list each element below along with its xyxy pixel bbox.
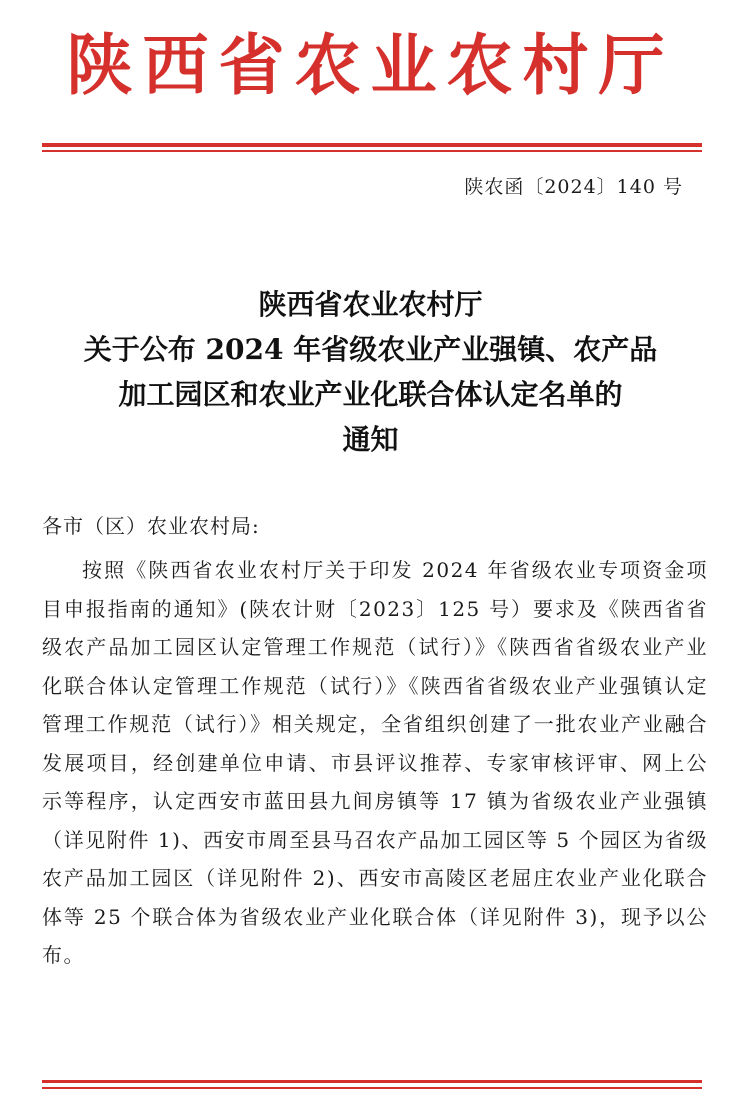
document-title: [30, 282, 711, 462]
footer-rule-thick: [42, 1080, 702, 1083]
footer-rule-thin: [42, 1087, 702, 1089]
org-header-title: 陕西省农业农村厅: [66, 26, 675, 104]
title-line: 加工园区和农业产业化联合体认定名单的: [118, 378, 623, 411]
title-line: 通知: [342, 423, 399, 456]
header-rule-thin: [42, 150, 702, 152]
header-rule-thick: [42, 143, 702, 147]
salutation: 各市（区）农业农村局:: [42, 514, 260, 538]
document-number: 陕农函〔2024〕140 号: [464, 176, 683, 198]
title-line: 陕西省农业农村厅: [258, 288, 483, 321]
body-paragraph: 按照《陕西省农业农村厅关于印发 2024 年省级农业专项资金项目申报指南的通知》(陕农计财〔2023〕125 号）要求及《陕西省省级农产品加工园区认定管理工作规范（试行）》《陕西省省级农业产业化联合体认定管理工作规范（试行）》《陕西省省级农业产业强镇认定管理工作规范（试行）》相关规定，全省组织创建了一批农业产业融合发展项目，经创建单位申请、市县评议推荐、专家审核评审、网上公示等程序，认定西安市蓝田县九间房镇等 17 镇为省级农业产业强镇（详见附件 1)、西安市周至县马召农产品加工园区等 5 个园区为省级农产品加工园区（详见附件 2)、西安市高陵区老屈庄农业产业化联合体等 25 个联合体为省级农业产业化联合体（详见附件 3)，现予以公布。: [42, 558, 708, 967]
title-line: 关于公布 2024 年省级农业产业强镇、农产品: [83, 333, 658, 366]
